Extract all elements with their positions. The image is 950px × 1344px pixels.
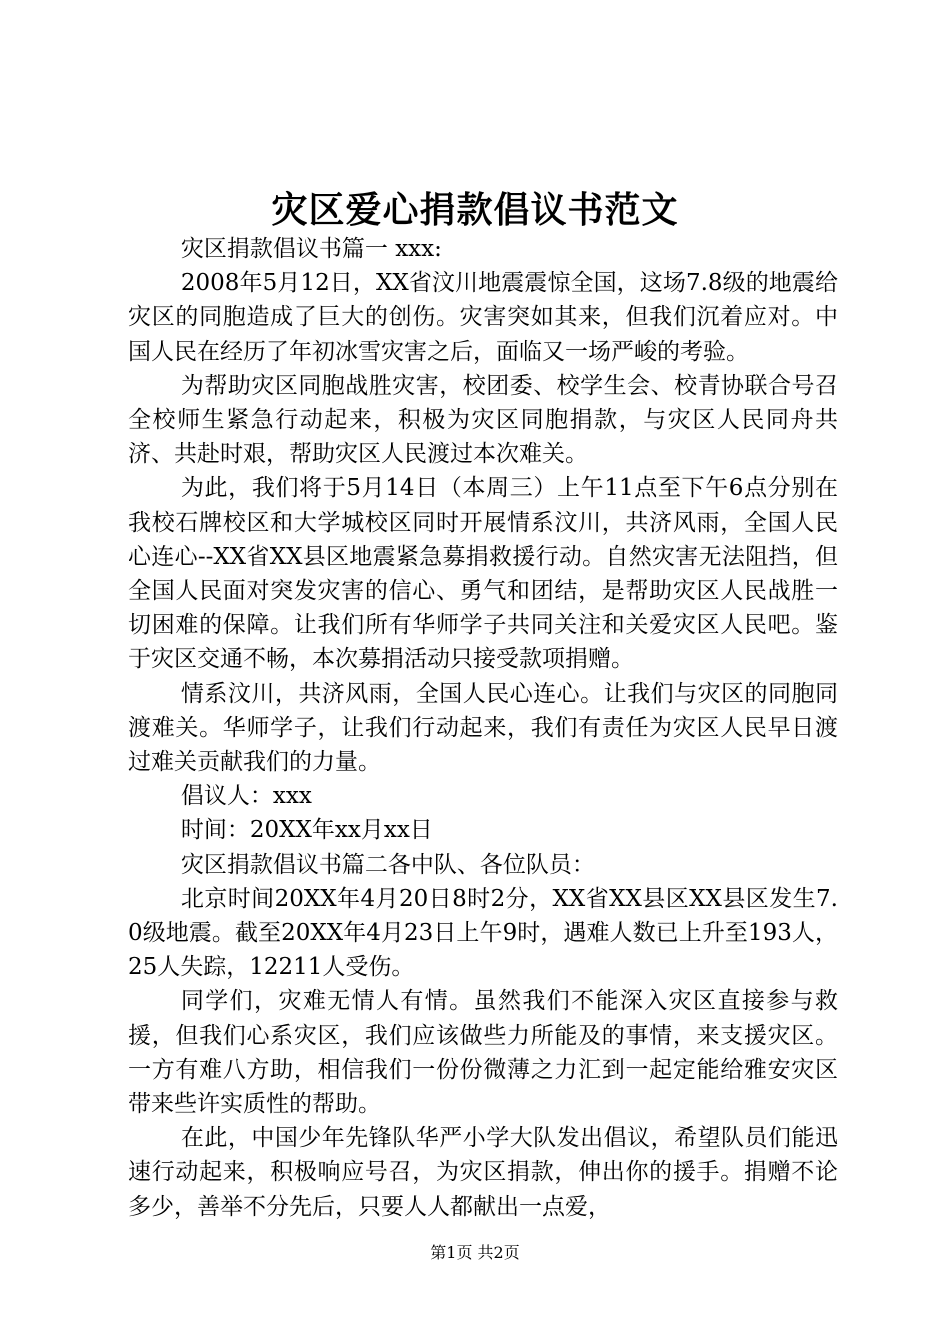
paragraph: 灾区捐款倡议书篇一 xxx:: [180, 236, 442, 262]
paragraph: 同学们，灾难无情人有情。虽然我们不能深入灾区直接参与救援，但我们心系灾区，我们应该做些力所能及的事情，来支援灾区。一方有难八方助，相信我们一份份微薄之力汇到一起定能给雅安灾区带来些许实质性的帮助。: [128, 988, 838, 1118]
paragraph: 北京时间20XX年4月20日8时2分，XX省XX县区XX县区发生7.0级地震。截至20XX年4月23日上午9时，遇难人数已上升至193人，25人失踪，12211人受伤。: [128, 885, 838, 981]
page-footer: 第1页 共2页: [430, 1243, 520, 1262]
paragraph: 为帮助灾区同胞战胜灾害，校团委、校学生会、校青协联合号召全校师生紧急行动起来，积极为灾区同胞捐款，与灾区人民同舟共济、共赴时艰，帮助灾区人民渡过本次难关。: [128, 372, 838, 468]
paragraph: 在此，中国少年先锋队华严小学大队发出倡议，希望队员们能迅速行动起来，积极响应号召，为灾区捐款，伸出你的援手。捐赠不论多少，善举不分先后，只要人人都献出一点爱，: [128, 1125, 838, 1220]
paragraph: 灾区捐款倡议书篇二各中队、各位队员：: [180, 851, 595, 878]
paragraph: 倡议人：xxx: [180, 783, 312, 810]
paragraph: 时间：20XX年xx月xx日: [180, 817, 433, 844]
paragraph: 情系汶川，共济风雨，全国人民心连心。让我们与灾区的同胞同渡难关。华师学子，让我们行动起来，我们有责任为灾区人民早日渡过难关贡献我们的力量。: [128, 680, 838, 776]
paragraph: 为此，我们将于5月14日（本周三）上午11点至下午6点分别在我校石牌校区和大学城校区同时开展情系汶川，共济风雨，全国人民心连心--XX省XX县区地震紧急募捐救援行动。自然灾害无法阻挡，但全国人民面对突发灾害的信心、勇气和团结，是帮助灾区人民战胜一切困难的保障。让我们所有华师学子共同关注和关爱灾区人民吧。鉴于灾区交通不畅，本次募捐活动只接受款项捐赠。: [128, 475, 838, 673]
document-body: [128, 232, 838, 1224]
document-title: 灾区爱心捐款倡议书范文: [271, 189, 679, 231]
paragraph: 2008年5月12日，XX省汶川地震震惊全国，这场7.8级的地震给灾区的同胞造成了巨大的创伤。灾害突如其来，但我们沉着应对。中国人民在经历了年初冰雪灾害之后，面临又一场严峻的考验。: [128, 270, 838, 365]
